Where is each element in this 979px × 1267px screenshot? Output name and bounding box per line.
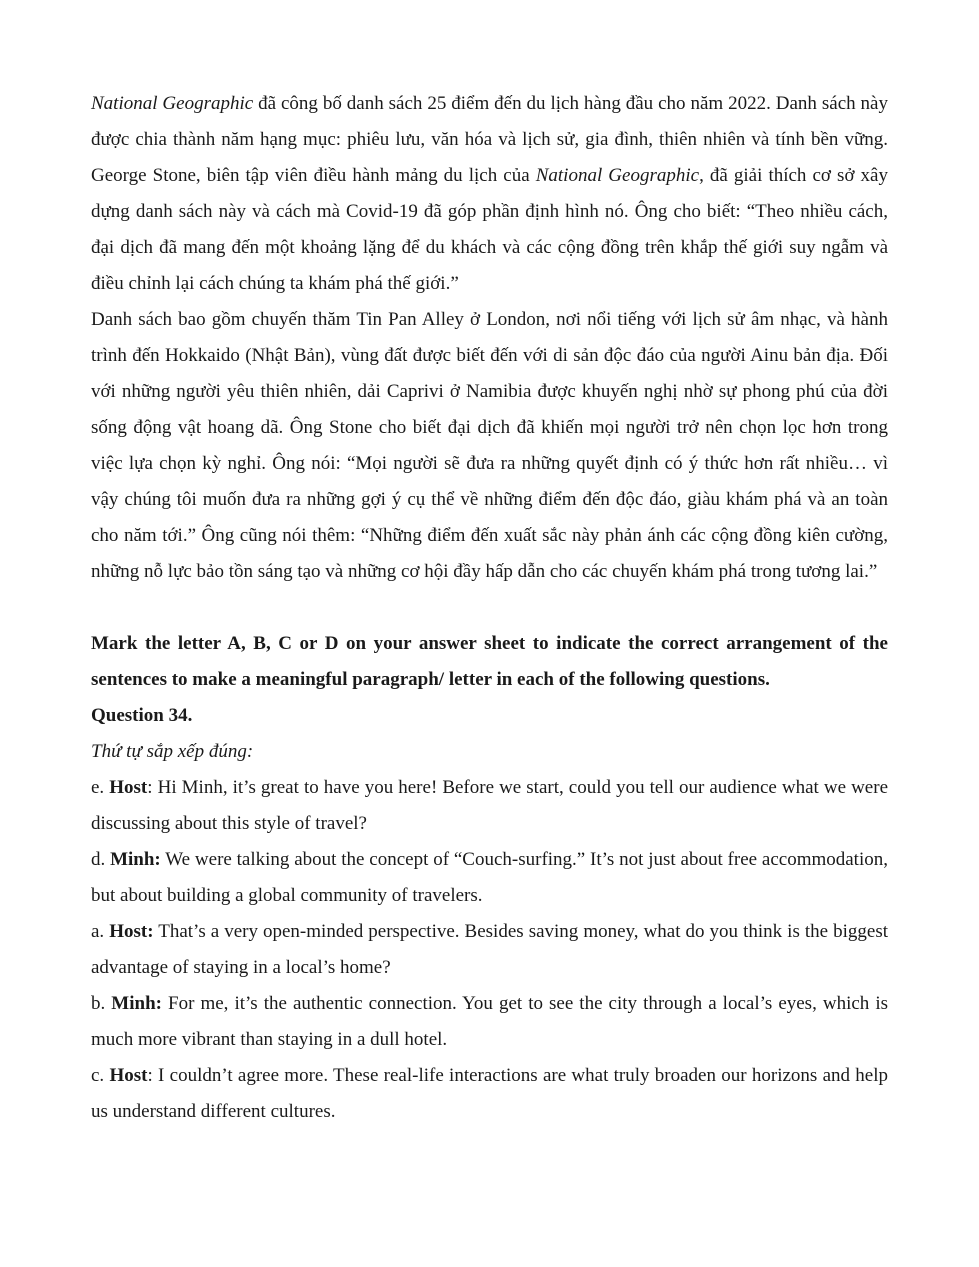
line-text: For me, it’s the authentic connection. You get to see the city through a local’s eyes, which is much more vibrant than staying in a dull hotel. — [91, 993, 889, 1050]
passage-text: đã công bố danh sách 25 điểm đến du lịch hàng đầu cho năm 2022. Danh sách này được chia thành năm hạng mục: phiêu lưu, văn hóa và lịch sử, gia đình, thiên nhiên và tính bền vững. George Stone, biên tập viên điều hành mảng du lịch của — [91, 93, 888, 186]
speaker-name: Host: — [109, 921, 154, 942]
document-page — [91, 86, 888, 1130]
dialogue-line — [91, 1058, 888, 1130]
line-prefix: d. — [91, 849, 111, 870]
speaker-name: Minh: — [110, 849, 161, 870]
line-text: Hi Minh, it’s great to have you here! Before we start, could you tell our audience what we were discussing about this style of travel? — [91, 777, 889, 834]
speaker-name: Host — [109, 1065, 148, 1086]
speaker-name: Host — [109, 777, 148, 798]
question-subtitle: Thứ tự sắp xếp đúng: — [91, 741, 254, 762]
line-text: I couldn’t agree more. These real-life interactions are what truly broaden our horizons and help us understand different cultures. — [91, 1065, 889, 1122]
dialogue-line — [91, 914, 888, 986]
passage-text: , đã giải thích cơ sở xây dựng danh sách này và cách mà Covid-19 đã góp phần định hình nó. Ông cho biết: “Theo nhiều cách, đại dịch đã mang đến một khoảng lặng để du khách và các cộng đồng trên khắp thế giới suy ngẫm và điều chỉnh lại cách chúng ta khám phá thế giới.” — [91, 165, 888, 294]
dialogue-line — [91, 770, 888, 842]
magazine-name: National Geographic — [91, 93, 254, 114]
passage-paragraph-2: Danh sách bao gồm chuyến thăm Tin Pan Alley ở London, nơi nổi tiếng với lịch sử âm nhạc, và hành trình đến Hokkaido (Nhật Bản), vùng đất được biết đến với di sản độc đáo của người Ainu bản địa. Đối với những người yêu thiên nhiên, dải Caprivi ở Namibia được khuyến nghị nhờ sự phong phú của đời sống động vật hoang dã. Ông Stone cho biết đại dịch đã khiến mọi người trở nên chọn lọc hơn trong việc lựa chọn kỳ nghỉ. Ông nói: “Mọi người sẽ đưa ra những quyết định có ý thức hơn rất nhiều… vì vậy chúng tôi muốn đưa ra những gợi ý cụ thể về những điểm đến độc đáo, giàu khám phá và an toàn cho năm tới.” Ông cũng nói thêm: “Những điểm đến xuất sắc này phản ánh các cộng đồng kiên cường, những nỗ lực bảo tồn sáng tạo và những cơ hội đầy hấp dẫn cho các chuyến khám phá trong tương lai.” — [91, 309, 888, 582]
dialogue-line — [91, 986, 888, 1058]
dialogue-line — [91, 842, 888, 914]
instruction-text: Mark the letter A, B, C or D on your answer sheet to indicate the correct arrangement of the sentences to make a meaningful paragraph/ letter in each of the following questions. — [91, 633, 888, 690]
question-title: Question 34. — [91, 705, 193, 726]
spacer — [91, 590, 888, 626]
line-separator: : — [147, 777, 158, 798]
line-prefix: c. — [91, 1065, 110, 1086]
line-prefix: e. — [91, 777, 110, 798]
magazine-name: National Geographic — [535, 165, 700, 186]
passage-paragraph-1 — [91, 86, 888, 302]
line-text: We were talking about the concept of “Couch-surfing.” It’s not just about free accommodation, but about building a global community of travelers. — [91, 849, 888, 906]
speaker-name: Minh: — [111, 993, 162, 1014]
line-text: That’s a very open-minded perspective. Besides saving money, what do you think is the biggest advantage of staying in a local’s home? — [91, 921, 888, 978]
line-separator: : — [147, 1065, 159, 1086]
line-prefix: b. — [91, 993, 112, 1014]
line-prefix: a. — [91, 921, 110, 942]
